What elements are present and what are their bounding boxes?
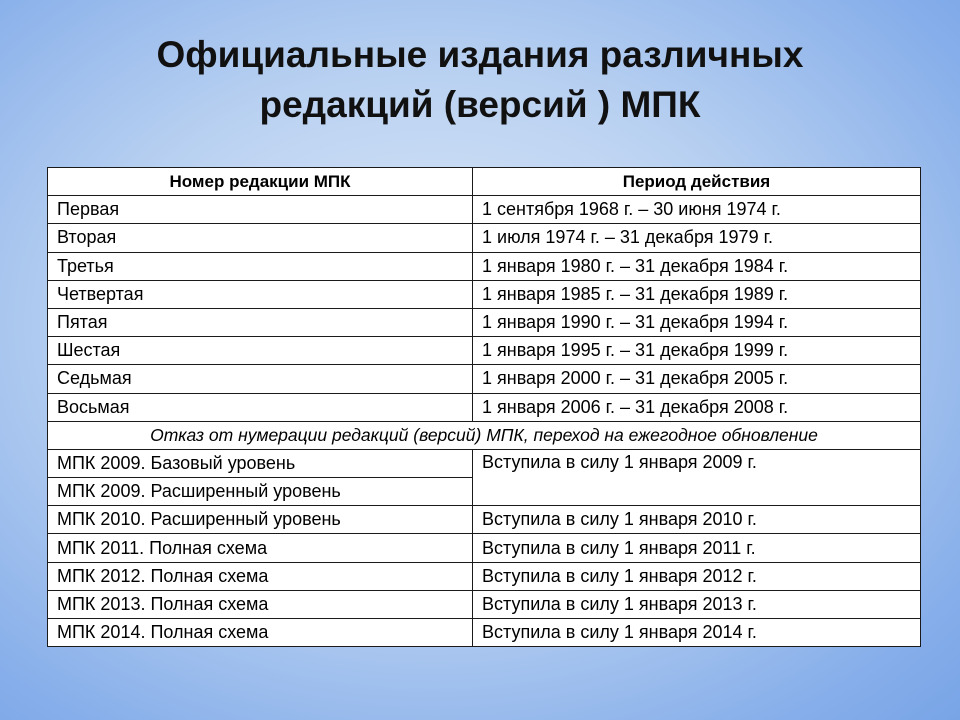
edition-period: 1 июля 1974 г. – 31 декабря 1979 г. xyxy=(473,224,921,252)
table-row xyxy=(48,590,921,618)
page-title-line2: редакций (версий ) МПК xyxy=(259,84,701,125)
version-period: Вступила в силу 1 января 2009 г. xyxy=(473,449,921,505)
editions-table xyxy=(47,167,921,647)
table-note-row xyxy=(48,421,921,449)
version-name: МПК 2009. Базовый уровень xyxy=(48,449,473,477)
version-name: МПК 2011. Полная схема xyxy=(48,534,473,562)
edition-name: Вторая xyxy=(48,224,473,252)
table-row xyxy=(48,224,921,252)
version-name: МПК 2013. Полная схема xyxy=(48,590,473,618)
version-period: Вступила в силу 1 января 2011 г. xyxy=(473,534,921,562)
table-row xyxy=(48,619,921,647)
table-row xyxy=(48,337,921,365)
table-row xyxy=(48,534,921,562)
edition-name: Восьмая xyxy=(48,393,473,421)
table-row xyxy=(48,562,921,590)
edition-name: Шестая xyxy=(48,337,473,365)
edition-period: 1 сентября 1968 г. – 30 июня 1974 г. xyxy=(473,196,921,224)
version-name: МПК 2009. Расширенный уровень xyxy=(48,478,473,506)
version-period: Вступила в силу 1 января 2010 г. xyxy=(473,506,921,534)
edition-period: 1 января 1980 г. – 31 декабря 1984 г. xyxy=(473,252,921,280)
edition-period: 1 января 1995 г. – 31 декабря 1999 г. xyxy=(473,337,921,365)
numbering-note: Отказ от нумерации редакций (версий) МПК, переход на ежегодное обновление xyxy=(48,421,921,449)
edition-name: Пятая xyxy=(48,308,473,336)
table-row xyxy=(48,280,921,308)
version-period: Вступила в силу 1 января 2012 г. xyxy=(473,562,921,590)
version-name: МПК 2014. Полная схема xyxy=(48,619,473,647)
table-row xyxy=(48,308,921,336)
version-name: МПК 2012. Полная схема xyxy=(48,562,473,590)
table-row xyxy=(48,449,921,477)
version-name: МПК 2010. Расширенный уровень xyxy=(48,506,473,534)
edition-period: 1 января 1985 г. – 31 декабря 1989 г. xyxy=(473,280,921,308)
table-header-row xyxy=(48,168,921,196)
page-title-line1: Официальные издания различных xyxy=(156,34,804,75)
edition-name: Первая xyxy=(48,196,473,224)
table-row xyxy=(48,252,921,280)
column-header-period: Период действия xyxy=(473,168,921,196)
edition-period: 1 января 2006 г. – 31 декабря 2008 г. xyxy=(473,393,921,421)
table-row xyxy=(48,506,921,534)
table-row xyxy=(48,365,921,393)
page-title xyxy=(0,30,960,130)
table-row xyxy=(48,393,921,421)
edition-name: Третья xyxy=(48,252,473,280)
column-header-edition: Номер редакции МПК xyxy=(48,168,473,196)
edition-name: Седьмая xyxy=(48,365,473,393)
edition-name: Четвертая xyxy=(48,280,473,308)
table-row xyxy=(48,196,921,224)
edition-period: 1 января 1990 г. – 31 декабря 1994 г. xyxy=(473,308,921,336)
edition-period: 1 января 2000 г. – 31 декабря 2005 г. xyxy=(473,365,921,393)
version-period: Вступила в силу 1 января 2013 г. xyxy=(473,590,921,618)
version-period: Вступила в силу 1 января 2014 г. xyxy=(473,619,921,647)
